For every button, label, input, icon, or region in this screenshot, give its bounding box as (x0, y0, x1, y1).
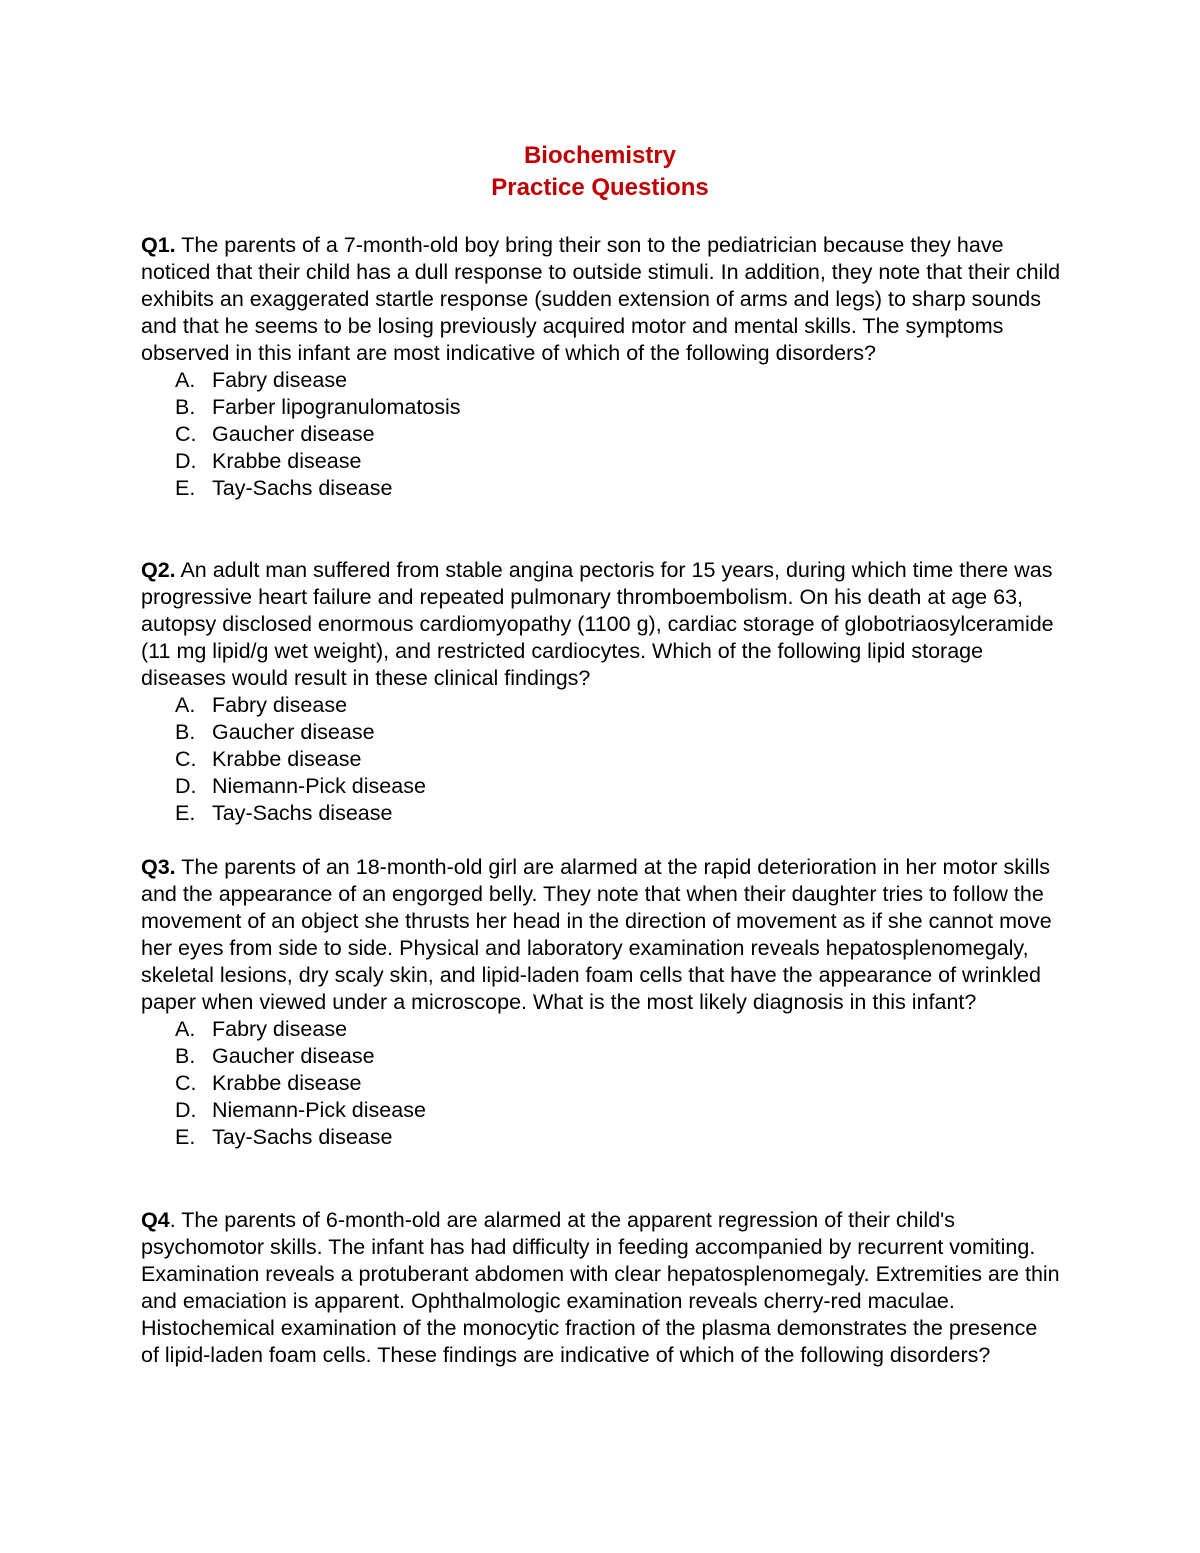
option-text: Farber lipogranulomatosis (212, 395, 461, 419)
document-title (0, 140, 1200, 204)
option-letter: D. (175, 774, 197, 798)
answer-option (175, 692, 1061, 719)
answer-option (175, 1124, 1061, 1151)
option-letter: B. (175, 395, 196, 419)
question-4 (141, 1207, 1061, 1369)
option-text: Krabbe disease (212, 1071, 362, 1095)
question-text: The parents of an 18-month-old girl are alarmed at the rapid deterioration in her motor skills and the appearance of an engorged belly. They note that when their daughter tries to follow the movement of an object she thrusts her head in the direction of movement as if she cannot move her eyes from side to side. Physical and laboratory examination reveals hepatosplenomegaly, skeletal lesions, dry scaly skin, and lipid-laden foam cells that have the appearance of wrinkled paper when viewed under a microscope. What is the most likely diagnosis in this infant? (141, 855, 1052, 1014)
question-3 (141, 854, 1061, 1151)
option-text: Tay-Sachs disease (212, 801, 393, 825)
question-2 (141, 557, 1061, 827)
answer-option (175, 800, 1061, 827)
question-stem (141, 1207, 1061, 1369)
answer-option (175, 394, 1061, 421)
option-letter: C. (175, 747, 197, 771)
option-text: Fabry disease (212, 1017, 348, 1041)
option-text: Tay-Sachs disease (212, 476, 393, 500)
answer-option (175, 475, 1061, 502)
answer-option (175, 1097, 1061, 1124)
option-text: Niemann-Pick disease (212, 774, 426, 798)
option-text: Krabbe disease (212, 449, 362, 473)
answer-option (175, 448, 1061, 475)
option-text: Fabry disease (212, 693, 348, 717)
title-line-subtitle: Practice Questions (491, 174, 709, 201)
answer-options (141, 367, 1061, 502)
answer-option (175, 719, 1061, 746)
answer-option (175, 1070, 1061, 1097)
option-letter: D. (175, 1098, 197, 1122)
question-stem (141, 557, 1061, 692)
option-letter: E. (175, 801, 196, 825)
title-line-subject: Biochemistry (523, 142, 677, 169)
option-text: Niemann-Pick disease (212, 1098, 426, 1122)
answer-option (175, 367, 1061, 394)
option-text: Tay-Sachs disease (212, 1125, 393, 1149)
option-letter: A. (175, 368, 196, 392)
option-text: Fabry disease (212, 368, 348, 392)
option-letter: E. (175, 476, 196, 500)
answer-option (175, 1016, 1061, 1043)
option-letter: B. (175, 720, 196, 744)
question-label-separator: . (169, 1208, 176, 1232)
question-1 (141, 232, 1061, 502)
option-text: Gaucher disease (212, 422, 375, 446)
answer-options (141, 692, 1061, 827)
option-letter: A. (175, 1017, 196, 1041)
question-label: Q3. (141, 855, 176, 879)
question-text: The parents of 6-month-old are alarmed at the apparent regression of their child's psychomotor skills. The infant has had difficulty in feeding accompanied by recurrent vomiting. Examination reveals a protuberant abdomen with clear hepatosplenomegaly. Extremities are thin and emaciation is apparent. Ophthalmologic examination reveals cherry-red maculae. Histochemical examination of the monocytic fraction of the plasma demonstrates the presence of lipid-laden foam cells. These findings are indicative of which of the following disorders? (141, 1208, 1060, 1367)
option-letter: E. (175, 1125, 196, 1149)
question-stem (141, 232, 1061, 367)
option-letter: B. (175, 1044, 196, 1068)
option-letter: A. (175, 693, 196, 717)
answer-options (141, 1016, 1061, 1151)
option-letter: D. (175, 449, 197, 473)
question-text: The parents of a 7-month-old boy bring their son to the pediatrician because they have noticed that their child has a dull response to outside stimuli. In addition, they note that their child exhibits an exaggerated startle response (sudden extension of arms and legs) to sharp sounds and that he seems to be losing previously acquired motor and mental skills. The symptoms observed in this infant are most indicative of which of the following disorders? (141, 233, 1061, 365)
answer-option (175, 773, 1061, 800)
question-label: Q4 (141, 1208, 170, 1232)
option-text: Gaucher disease (212, 1044, 375, 1068)
option-letter: C. (175, 1071, 197, 1095)
option-letter: C. (175, 422, 197, 446)
option-text: Gaucher disease (212, 720, 375, 744)
question-label: Q1. (141, 233, 176, 257)
option-text: Krabbe disease (212, 747, 362, 771)
answer-option (175, 1043, 1061, 1070)
answer-option (175, 746, 1061, 773)
question-text: An adult man suffered from stable angina pectoris for 15 years, during which time there was progressive heart failure and repeated pulmonary thromboembolism. On his death at age 63, autopsy disclosed enormous cardiomyopathy (1100 g), cardiac storage of globotriaosylceramide (11 mg lipid/g wet weight), and restricted cardiocytes. Which of the following lipid storage diseases would result in these clinical findings? (141, 558, 1054, 690)
answer-option (175, 421, 1061, 448)
question-label: Q2. (141, 558, 176, 582)
question-stem (141, 854, 1061, 1016)
